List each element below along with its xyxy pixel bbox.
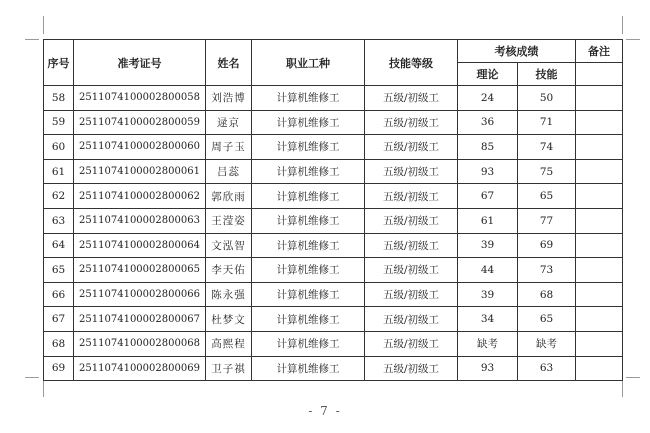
cell-notes [576, 356, 623, 381]
crop-mark-top-right-v [622, 16, 623, 34]
cell-skill-level: 五级/初级工 [365, 307, 458, 332]
cell-seq: 59 [44, 110, 74, 135]
header-name: 姓名 [206, 40, 252, 86]
cell-skill-score: 69 [518, 233, 576, 258]
cell-notes [576, 282, 623, 307]
cell-skill-level: 五级/初级工 [365, 208, 458, 233]
table-row [44, 184, 623, 209]
cell-theory-score: 93 [458, 356, 518, 381]
cell-notes [576, 331, 623, 356]
cell-seq: 64 [44, 233, 74, 258]
crop-mark-top-left-v [43, 16, 44, 34]
cell-name: 卫子祺 [206, 356, 252, 381]
cell-theory-score: 93 [458, 159, 518, 184]
cell-ticket-number: 2511074100002800060 [74, 135, 206, 160]
crop-mark-top-left-h [25, 39, 39, 40]
cell-ticket-number: 2511074100002800065 [74, 258, 206, 283]
header-row-1 [44, 40, 623, 63]
cell-name: 李天佑 [206, 258, 252, 283]
table-row [44, 356, 623, 381]
cell-skill-level: 五级/初级工 [365, 282, 458, 307]
cell-skill-level: 五级/初级工 [365, 356, 458, 381]
cell-name: 杜梦文 [206, 307, 252, 332]
cell-theory-score: 34 [458, 307, 518, 332]
cell-theory-score: 44 [458, 258, 518, 283]
header-seq: 序号 [44, 40, 74, 86]
cell-skill-level: 五级/初级工 [365, 159, 458, 184]
header-skill-level: 技能等级 [365, 40, 458, 86]
page-number: - 7 - [308, 404, 342, 418]
cell-seq: 67 [44, 307, 74, 332]
cell-job: 计算机维修工 [252, 307, 365, 332]
table-body [44, 86, 623, 381]
cell-notes [576, 135, 623, 160]
table-row [44, 110, 623, 135]
cell-theory-score: 39 [458, 233, 518, 258]
cell-job: 计算机维修工 [252, 184, 365, 209]
cell-notes [576, 110, 623, 135]
header-notes: 备注 [576, 40, 623, 63]
table-row [44, 208, 623, 233]
cell-ticket-number: 2511074100002800067 [74, 307, 206, 332]
table-row [44, 159, 623, 184]
cell-seq: 58 [44, 86, 74, 111]
cell-name: 刘浩博 [206, 86, 252, 111]
cell-theory-score: 24 [458, 86, 518, 111]
cell-theory-score: 39 [458, 282, 518, 307]
cell-theory-score: 67 [458, 184, 518, 209]
table-row [44, 86, 623, 111]
header-job: 职业工种 [252, 40, 365, 86]
cell-skill-score: 74 [518, 135, 576, 160]
cell-theory-score: 缺考 [458, 331, 518, 356]
cell-skill-score: 50 [518, 86, 576, 111]
cell-name: 周子玉 [206, 135, 252, 160]
header-scores: 考核成绩 [458, 40, 576, 63]
cell-ticket-number: 2511074100002800069 [74, 356, 206, 381]
cell-skill-level: 五级/初级工 [365, 331, 458, 356]
cell-skill-level: 五级/初级工 [365, 233, 458, 258]
cell-notes [576, 184, 623, 209]
cell-ticket-number: 2511074100002800062 [74, 184, 206, 209]
cell-skill-level: 五级/初级工 [365, 184, 458, 209]
cell-name: 逯京 [206, 110, 252, 135]
table-header [44, 40, 623, 86]
cell-job: 计算机维修工 [252, 159, 365, 184]
table-row [44, 233, 623, 258]
header-notes-blank [576, 63, 623, 86]
cell-job: 计算机维修工 [252, 331, 365, 356]
cell-theory-score: 61 [458, 208, 518, 233]
cell-skill-score: 73 [518, 258, 576, 283]
cell-seq: 65 [44, 258, 74, 283]
crop-mark-bottom-right-h [626, 377, 640, 378]
cell-skill-score: 缺考 [518, 331, 576, 356]
cell-seq: 62 [44, 184, 74, 209]
cell-ticket-number: 2511074100002800058 [74, 86, 206, 111]
score-table [43, 39, 623, 381]
table-row [44, 135, 623, 160]
cell-skill-level: 五级/初级工 [365, 258, 458, 283]
cell-notes [576, 208, 623, 233]
cell-ticket-number: 2511074100002800064 [74, 233, 206, 258]
cell-job: 计算机维修工 [252, 135, 365, 160]
cell-notes [576, 86, 623, 111]
cell-skill-level: 五级/初级工 [365, 110, 458, 135]
cell-skill-score: 65 [518, 184, 576, 209]
crop-mark-top-right-h [626, 39, 640, 40]
cell-seq: 60 [44, 135, 74, 160]
cell-name: 郭欣雨 [206, 184, 252, 209]
cell-skill-level: 五级/初级工 [365, 86, 458, 111]
cell-seq: 61 [44, 159, 74, 184]
cell-job: 计算机维修工 [252, 233, 365, 258]
cell-theory-score: 36 [458, 110, 518, 135]
cell-ticket-number: 2511074100002800063 [74, 208, 206, 233]
cell-job: 计算机维修工 [252, 356, 365, 381]
cell-notes [576, 159, 623, 184]
cell-ticket-number: 2511074100002800059 [74, 110, 206, 135]
table-row [44, 282, 623, 307]
crop-mark-bottom-left-h [25, 377, 39, 378]
cell-ticket-number: 2511074100002800066 [74, 282, 206, 307]
cell-seq: 63 [44, 208, 74, 233]
cell-name: 文泓智 [206, 233, 252, 258]
cell-job: 计算机维修工 [252, 110, 365, 135]
cell-name: 王滢姿 [206, 208, 252, 233]
cell-skill-score: 77 [518, 208, 576, 233]
header-skill: 技能 [518, 63, 576, 86]
cell-seq: 68 [44, 331, 74, 356]
cell-job: 计算机维修工 [252, 208, 365, 233]
cell-notes [576, 258, 623, 283]
header-ticket-number: 准考证号 [74, 40, 206, 86]
cell-skill-score: 65 [518, 307, 576, 332]
table-row [44, 258, 623, 283]
cell-job: 计算机维修工 [252, 282, 365, 307]
cell-job: 计算机维修工 [252, 86, 365, 111]
cell-seq: 66 [44, 282, 74, 307]
table-row [44, 331, 623, 356]
header-theory: 理论 [458, 63, 518, 86]
cell-name: 吕蕊 [206, 159, 252, 184]
cell-skill-score: 71 [518, 110, 576, 135]
cell-skill-level: 五级/初级工 [365, 135, 458, 160]
cell-ticket-number: 2511074100002800068 [74, 331, 206, 356]
cell-skill-score: 63 [518, 356, 576, 381]
cell-skill-score: 75 [518, 159, 576, 184]
cell-seq: 69 [44, 356, 74, 381]
cell-notes [576, 233, 623, 258]
cell-ticket-number: 2511074100002800061 [74, 159, 206, 184]
cell-theory-score: 85 [458, 135, 518, 160]
cell-notes [576, 307, 623, 332]
crop-mark-bottom-left-v [43, 381, 44, 397]
cell-job: 计算机维修工 [252, 258, 365, 283]
table-row [44, 307, 623, 332]
crop-mark-bottom-right-v [622, 381, 623, 397]
cell-name: 高熙程 [206, 331, 252, 356]
cell-skill-score: 68 [518, 282, 576, 307]
cell-name: 陈永强 [206, 282, 252, 307]
